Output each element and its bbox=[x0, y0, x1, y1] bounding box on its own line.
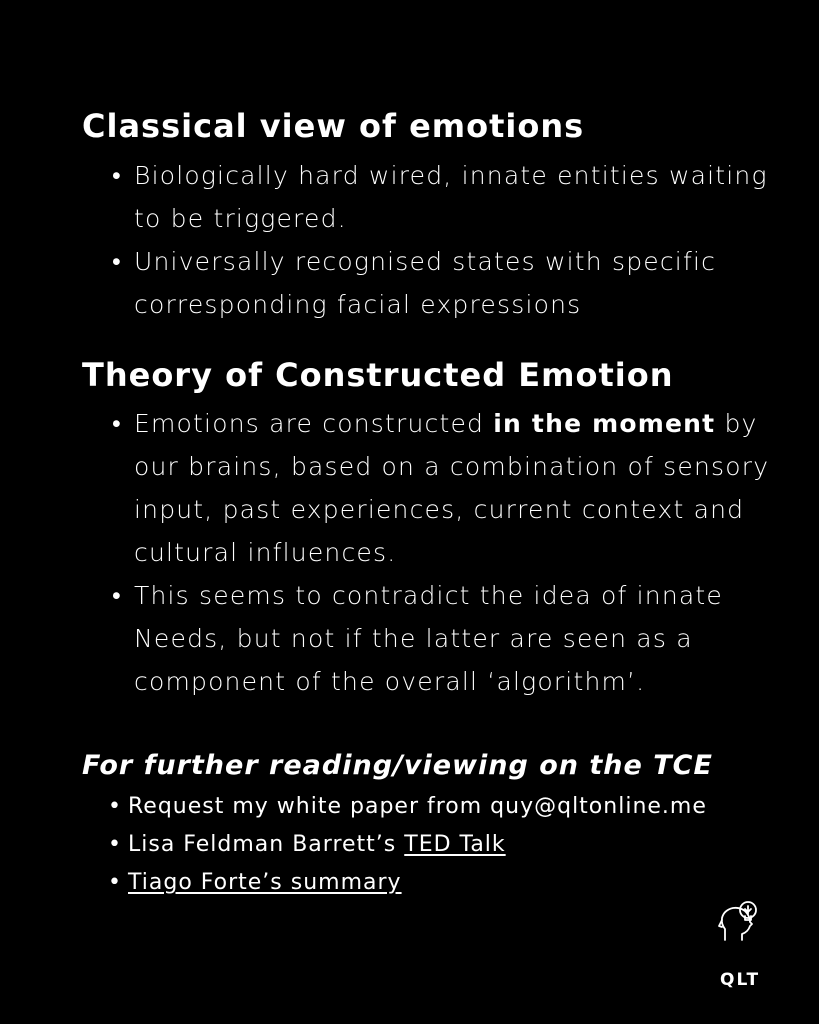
tiago-forte-summary-link[interactable]: Tiago Forte’s summary bbox=[128, 870, 402, 895]
list-item-text-after: by our brains, based on a combination of sensory input, past experiences, current context and cultural influences. bbox=[134, 409, 770, 567]
further-reading-heading: For further reading/viewing on the TCE bbox=[82, 750, 713, 781]
list-item bbox=[112, 240, 772, 326]
ted-talk-link[interactable]: TED Talk bbox=[404, 832, 506, 857]
bullet: • bbox=[112, 247, 122, 276]
list-item bbox=[108, 864, 788, 902]
theory-heading: Theory of Constructed Emotion bbox=[82, 356, 674, 394]
list-item bbox=[112, 154, 772, 240]
ted-talk-prefix: Lisa Feldman Barrett’s bbox=[128, 832, 405, 857]
emphasis-text: in the moment bbox=[493, 409, 716, 438]
list-item-text: Universally recognised states with specific corresponding facial expressions bbox=[134, 247, 717, 319]
brand-name: QLT bbox=[720, 970, 761, 990]
list-item bbox=[112, 574, 772, 703]
bullet: • bbox=[112, 409, 122, 438]
bullet: • bbox=[108, 870, 122, 895]
bullet: • bbox=[112, 161, 122, 190]
white-paper-request-text: Request my white paper from quy@qltonline.me bbox=[128, 794, 707, 819]
list-item bbox=[112, 402, 772, 574]
classical-view-heading: Classical view of emotions bbox=[82, 107, 585, 145]
list-item-text: Biologically hard wired, innate entities waiting to be triggered. bbox=[134, 161, 768, 233]
bullet: • bbox=[108, 832, 122, 857]
classical-view-list bbox=[112, 154, 772, 326]
further-reading-list bbox=[108, 788, 788, 902]
list-item bbox=[108, 788, 788, 826]
list-item-text-before: Emotions are constructed bbox=[134, 409, 494, 438]
bullet: • bbox=[108, 794, 122, 819]
bullet: • bbox=[112, 581, 122, 610]
head-lightbulb-icon bbox=[712, 896, 764, 948]
theory-list bbox=[112, 402, 772, 703]
list-item bbox=[108, 826, 788, 864]
list-item-text: This seems to contradict the idea of innate Needs, but not if the latter are seen as a component of the overall ‘algorithm’. bbox=[134, 581, 724, 696]
